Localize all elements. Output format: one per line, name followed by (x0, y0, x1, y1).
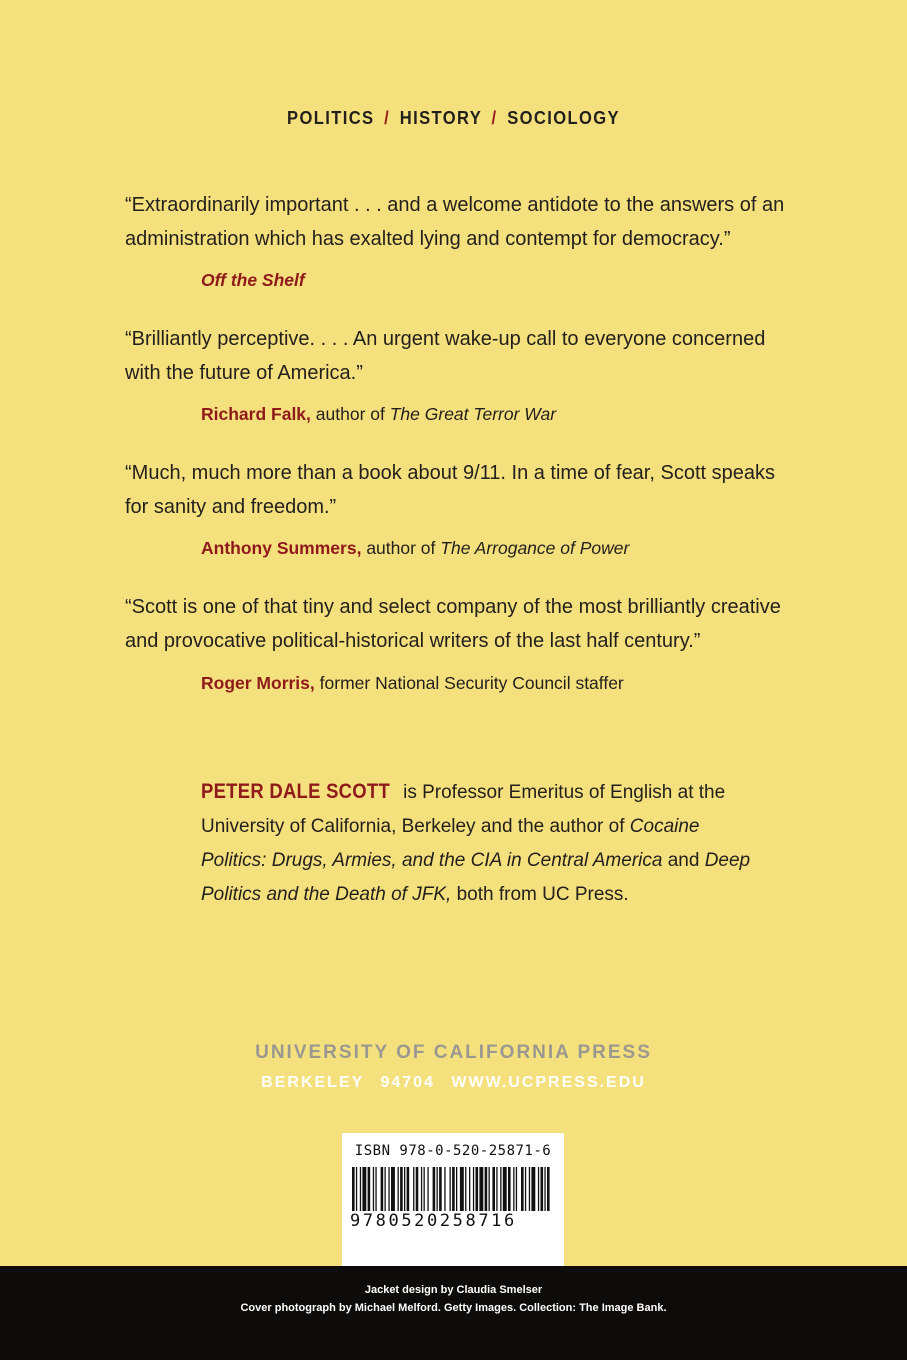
blurb-descriptor: author of (366, 538, 436, 558)
publisher-address: BERKELEY 94704 (261, 1074, 435, 1091)
blurb-quote: “Scott is one of that tiny and select company of the most brilliantly creative and provocative political-historical writers of the last half century.” (125, 596, 781, 652)
author-name: PETER DALE SCOTT (201, 780, 391, 803)
isbn-barcode (342, 1133, 564, 1266)
blurb-descriptor: former National Security Council staffer (319, 673, 624, 693)
blurb-source: Anthony Summers, (201, 538, 362, 558)
publisher-name: UNIVERSITY OF CALIFORNIA PRESS (255, 1042, 652, 1063)
blurb-attribution (201, 673, 624, 694)
bio-book-title: Deep Politics and the Death of JFK, (201, 850, 751, 905)
category-sociology: SOCIOLOGY (507, 108, 620, 128)
cover-photo-credit: Cover photograph by Michael Melford. Getty Images. Collection: The Image Bank. (240, 1302, 667, 1314)
blurb-source: Richard Falk, (201, 404, 311, 424)
bio-text: both from UC Press. (456, 884, 629, 905)
category-separator: / (491, 108, 498, 128)
credits-footer (0, 1266, 907, 1360)
blurb-source: Off the Shelf (201, 270, 305, 290)
subject-categories (36, 108, 870, 129)
author-bio (201, 775, 761, 912)
isbn-label: ISBN 978-0-520-25871-6 (354, 1143, 552, 1159)
blurb-source: Roger Morris, (201, 673, 315, 693)
category-history: HISTORY (399, 108, 482, 128)
bio-text: is Professor Emeritus of English at the University of California, Berkeley and the author of (201, 782, 726, 837)
category-politics: POLITICS (287, 108, 375, 128)
bio-text: and (667, 850, 700, 871)
blurb-quote: “Extraordinarily important . . . and a welcome antidote to the answers of an administration which has exalted lying and contempt for democracy.” (125, 194, 785, 250)
blurb-attribution (201, 404, 556, 425)
blurb-attribution (201, 270, 305, 291)
publisher-address-line (0, 1074, 907, 1092)
blurb-quote: “Much, much more than a book about 9/11. In a time of fear, Scott speaks for sanity and freedom.” (125, 462, 775, 518)
blurb-descriptor: author of (315, 404, 385, 424)
blurb-work: The Arrogance of Power (440, 538, 630, 558)
category-separator: / (384, 108, 391, 128)
blurb-quote: “Brilliantly perceptive. . . . An urgent wake-up call to everyone concerned with the future of America.” (125, 328, 766, 384)
blurb-work: The Great Terror War (389, 404, 557, 424)
jacket-design-credit: Jacket design by Claudia Smelser (364, 1284, 543, 1296)
blurb-attribution (201, 538, 629, 559)
bio-book-title: Cocaine Politics: Drugs, Armies, and the CIA in Central America (201, 816, 700, 871)
publisher-website: WWW.UCPRESS.EDU (451, 1074, 646, 1091)
barcode-digits: 9780520258716 (350, 1211, 517, 1231)
